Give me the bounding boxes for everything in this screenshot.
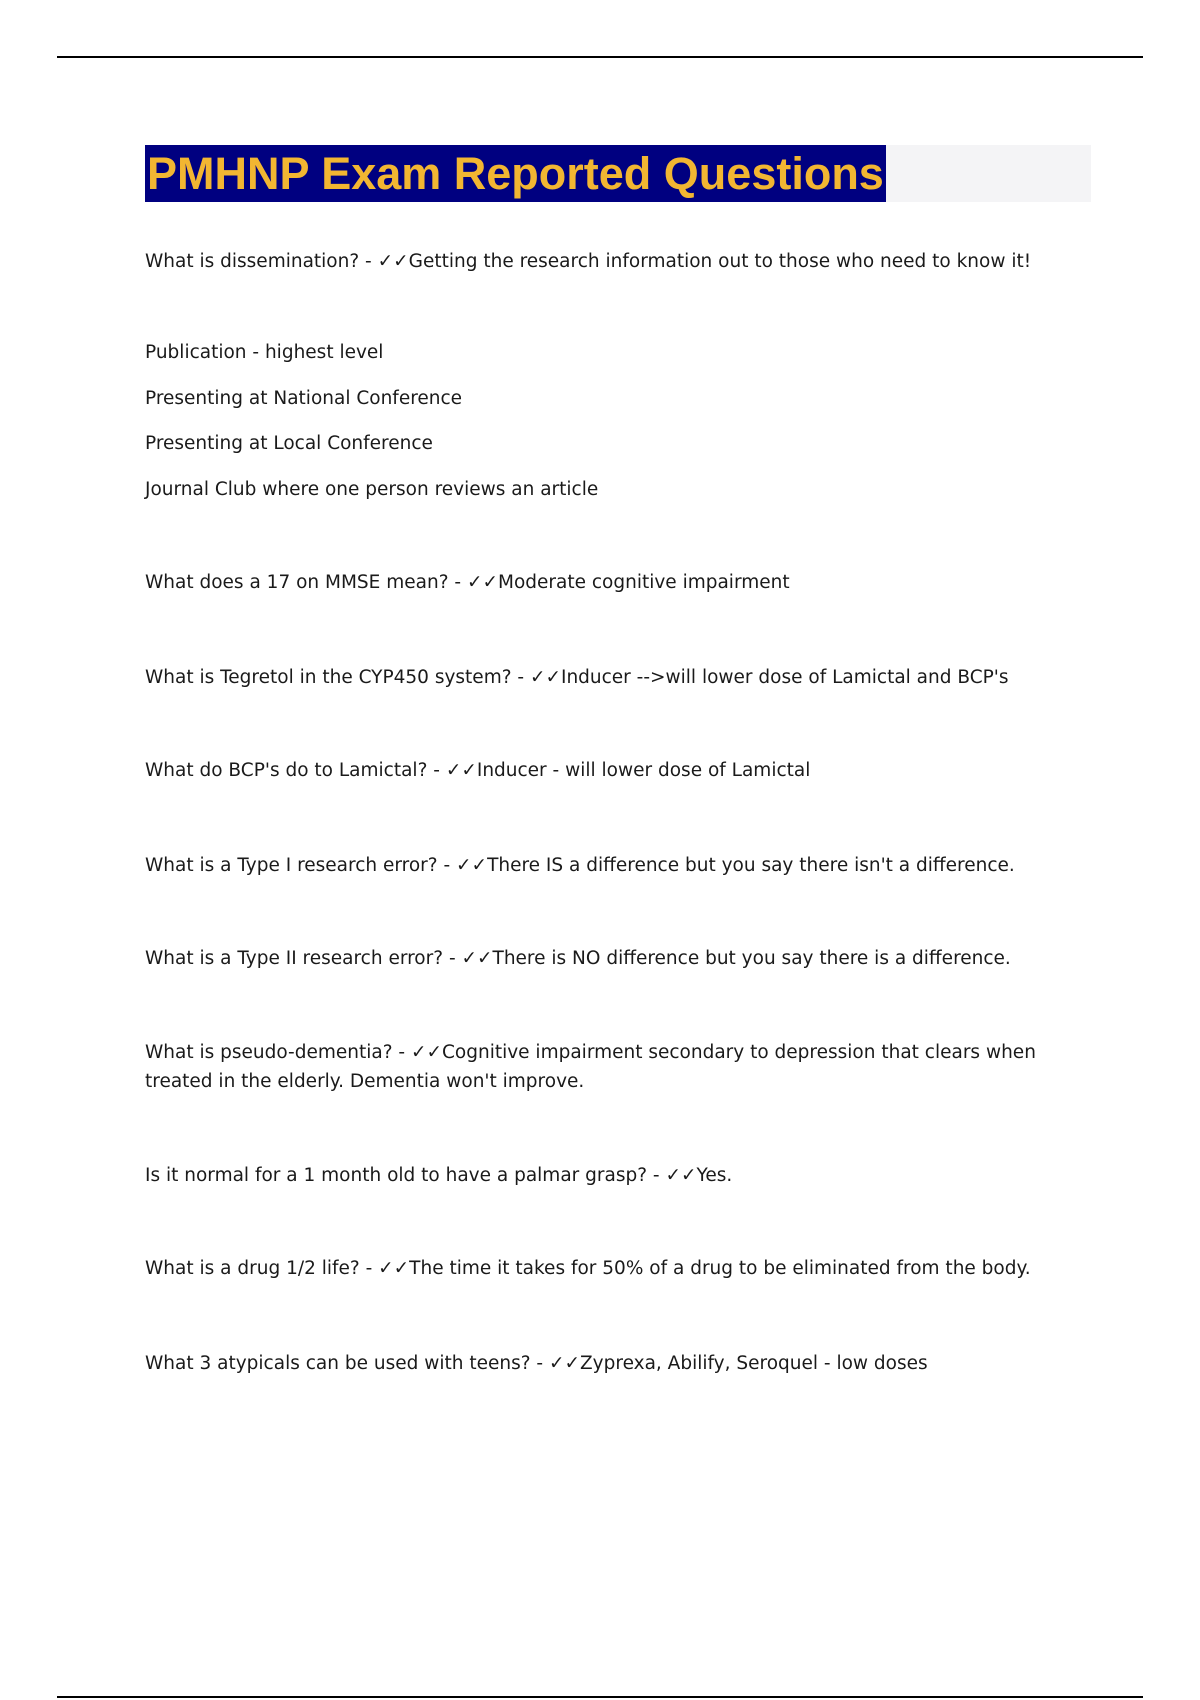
answer-text: Inducer - will lower dose of Lamictal xyxy=(476,760,811,781)
check-icon: ✓✓ xyxy=(665,1165,697,1186)
question-text: What is pseudo-dementia? xyxy=(145,1042,393,1063)
qa-entry xyxy=(145,756,1095,785)
check-icon: ✓✓ xyxy=(548,1353,580,1374)
qa-entry xyxy=(145,1161,1095,1190)
question-text: What is a drug 1/2 life? xyxy=(145,1258,360,1279)
list-item: Publication - highest level xyxy=(145,342,384,363)
document-title: PMHNP Exam Reported Questions xyxy=(145,145,886,202)
answer-text: The time it takes for 50% of a drug to be eliminated from the body. xyxy=(409,1258,1031,1279)
check-icon: ✓✓ xyxy=(377,251,409,272)
separator: - xyxy=(392,1042,411,1063)
qa-entry xyxy=(145,944,1095,973)
separator: - xyxy=(511,667,530,688)
question-text: Is it normal for a 1 month old to have a palmar grasp? xyxy=(145,1165,648,1186)
answer-text: Inducer -->will lower dose of Lamictal and BCP's xyxy=(560,667,1009,688)
list-item: Journal Club where one person reviews an article xyxy=(145,479,599,500)
question-text: What is Tegretol in the CYP450 system? xyxy=(145,667,512,688)
answer-text: Yes. xyxy=(696,1165,733,1186)
answer-text: Cognitive impairment secondary to depression that clears when treated in the elderly. Dementia won't improve. xyxy=(145,1042,1036,1092)
question-text: What is a Type I research error? xyxy=(145,855,438,876)
separator: - xyxy=(448,572,467,593)
question-text: What is dissemination? xyxy=(145,251,360,272)
question-text: What 3 atypicals can be used with teens? xyxy=(145,1353,531,1374)
separator: - xyxy=(437,855,457,876)
qa-entry xyxy=(145,851,1095,880)
check-icon: ✓✓ xyxy=(410,1042,442,1063)
top-rule xyxy=(57,56,1143,58)
answer-text: There is NO difference but you say there is a difference. xyxy=(492,948,1011,969)
qa-entry xyxy=(145,247,1095,276)
check-icon: ✓✓ xyxy=(445,760,477,781)
separator: - xyxy=(359,1258,379,1279)
answer-text: Getting the research information out to those who need to know it! xyxy=(408,251,1032,272)
check-icon: ✓✓ xyxy=(466,572,498,593)
question-text: What does a 17 on MMSE mean? xyxy=(145,572,449,593)
answer-text: Zyprexa, Abilify, Seroquel - low doses xyxy=(580,1353,928,1374)
list-item: Presenting at Local Conference xyxy=(145,433,433,454)
separator: - xyxy=(427,760,446,781)
qa-entry xyxy=(145,1349,1095,1378)
qa-entry xyxy=(145,1038,1095,1096)
check-icon: ✓✓ xyxy=(529,667,561,688)
check-icon: ✓✓ xyxy=(456,855,488,876)
qa-entry xyxy=(145,1254,1095,1283)
separator: - xyxy=(530,1353,549,1374)
check-icon: ✓✓ xyxy=(461,948,493,969)
answer-text: There IS a difference but you say there isn't a difference. xyxy=(487,855,1015,876)
answer-text: Moderate cognitive impairment xyxy=(498,572,790,593)
question-text: What do BCP's do to Lamictal? xyxy=(145,760,428,781)
qa-entry xyxy=(145,663,1095,692)
question-text: What is a Type II research error? xyxy=(145,948,444,969)
list-item: Presenting at National Conference xyxy=(145,388,463,409)
qa-entry xyxy=(145,568,1095,597)
separator: - xyxy=(359,251,378,272)
bottom-rule xyxy=(57,1696,1143,1698)
check-icon: ✓✓ xyxy=(378,1258,410,1279)
separator: - xyxy=(443,948,462,969)
separator: - xyxy=(647,1165,666,1186)
